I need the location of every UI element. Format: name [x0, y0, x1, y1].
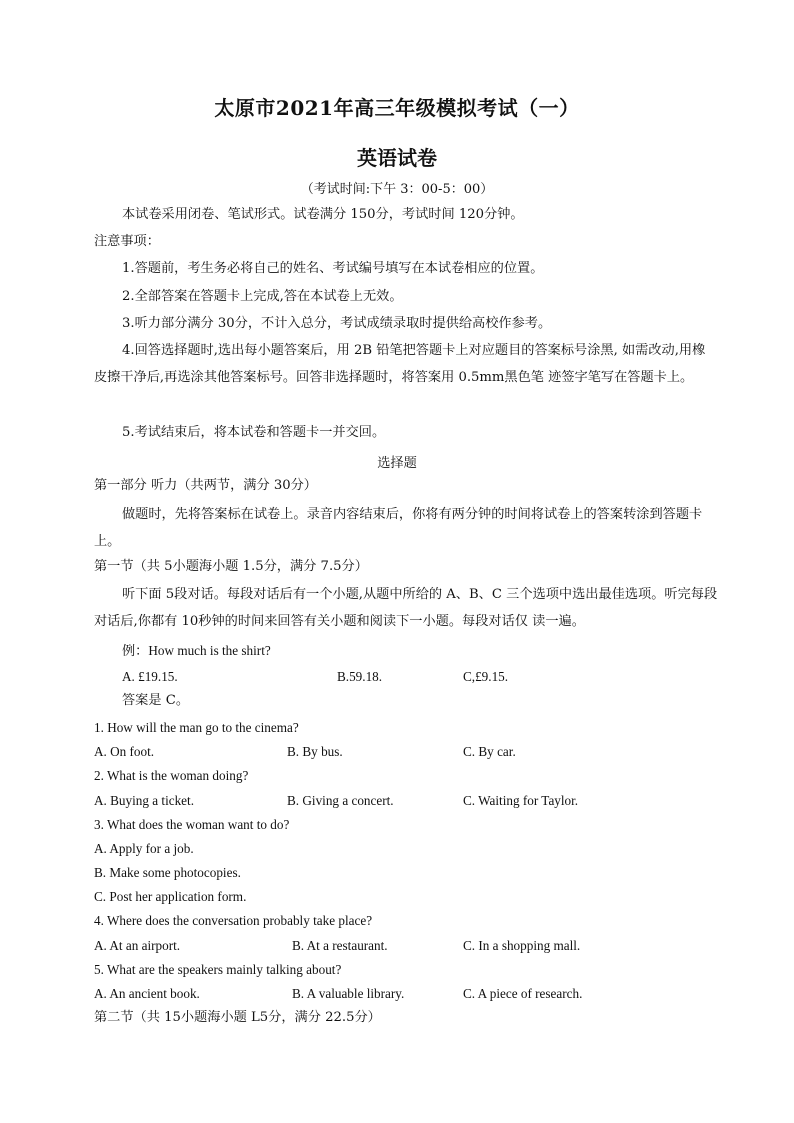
question-1-option-a: A. On foot. [94, 744, 155, 759]
question-2-option-a: A. Buying a ticket. [94, 793, 194, 808]
example-answer: 答案是 C。 [122, 693, 190, 708]
question-3-option-b: B. Make some photocopies. [94, 865, 241, 880]
question-4: 4. Where does the conversation probably take place? [94, 913, 373, 928]
question-5-option-b: B. A valuable library. [292, 986, 405, 1001]
section1-heading: 第一节（共 5小题海小题 1.5分，满分 7.5分） [94, 559, 368, 574]
exam-title: 太原市2021年高三年级模拟考试（一） [214, 96, 580, 120]
exam-time: （考试时间:下午 3：00-5：00） [300, 182, 494, 197]
question-2-option-c: C. Waiting for Taylor. [463, 793, 579, 808]
example-option-c: C,£9.15. [463, 669, 509, 684]
question-2-option-b: B. Giving a concert. [287, 793, 394, 808]
example-question: 例：How much is the shirt? [122, 643, 271, 658]
question-1-option-b: B. By bus. [287, 744, 343, 759]
note-5: 5.考试结束后，将本试卷和答题卡一并交回。 [122, 425, 386, 440]
part1-heading: 第一部分 听力（共两节，满分 30分） [94, 478, 317, 493]
question-3-option-a: A. Apply for a job. [94, 841, 194, 856]
notes-heading: 注意事项： [94, 234, 160, 249]
question-1: 1. How will the man go to the cinema? [94, 720, 299, 735]
exam-subtitle: 英语试卷 [357, 146, 437, 170]
question-3-option-c: C. Post her application form. [94, 889, 247, 904]
question-2: 2. What is the woman doing? [94, 768, 249, 783]
question-1-option-c: C. By car. [463, 744, 516, 759]
question-4-option-c: C. In a shopping mall. [463, 938, 581, 953]
example-option-b: B.59.18. [337, 669, 383, 684]
section2-heading: 第二节（共 15小题海小题 L5分，满分 22.5分） [94, 1010, 381, 1025]
example-option-a: A. £19.15. [122, 669, 178, 684]
part1-instructions: 做题时，先将答案标在试卷上。录音内容结束后，你将有两分钟的时间将试卷上的答案转涂到答题卡上。 [94, 507, 703, 549]
question-4-option-a: A. At an airport. [94, 938, 181, 953]
question-5-option-c: C. A piece of research. [463, 986, 583, 1001]
note-1: 1.答题前，考生务必将自己的姓名、考试编号填写在本试卷相应的位置。 [122, 261, 544, 276]
question-5: 5. What are the speakers mainly talking about? [94, 962, 342, 977]
intro-line: 本试卷采用闭卷、笔试形式。试卷满分 150分，考试时间 120分钟。 [122, 207, 524, 222]
question-4-option-b: B. At a restaurant. [292, 938, 388, 953]
note-3: 3.听力部分满分 30分，不计入总分，考试成绩录取时提供给高校作参考。 [122, 316, 552, 331]
note-4: 4.回答选择题时,选出每小题答案后，用 2B 铅笔把答题卡上对应题目的答案标号涂黑, 如需改动,用橡皮擦干净后,再选涂其他答案标号。回答非选择题时，将答案用 0.5mm黑色笔 迹签字笔写在答题卡上。 [94, 343, 706, 385]
question-3: 3. What does the woman want to do? [94, 817, 290, 832]
section-label: 选择题 [377, 456, 417, 471]
note-2: 2.全部答案在答题卡上完成,答在本试卷上无效。 [122, 289, 403, 304]
question-5-option-a: A. An ancient book. [94, 986, 200, 1001]
section1-instructions: 听下面 5段对话。每段对话后有一个小题,从题中所给的 A、B、C 三个选项中选出最佳选项。听完每段对话后,你都有 10秒钟的时间来回答有关小题和阅读下一小题。每段对话仅 读一遍。 [94, 587, 718, 629]
